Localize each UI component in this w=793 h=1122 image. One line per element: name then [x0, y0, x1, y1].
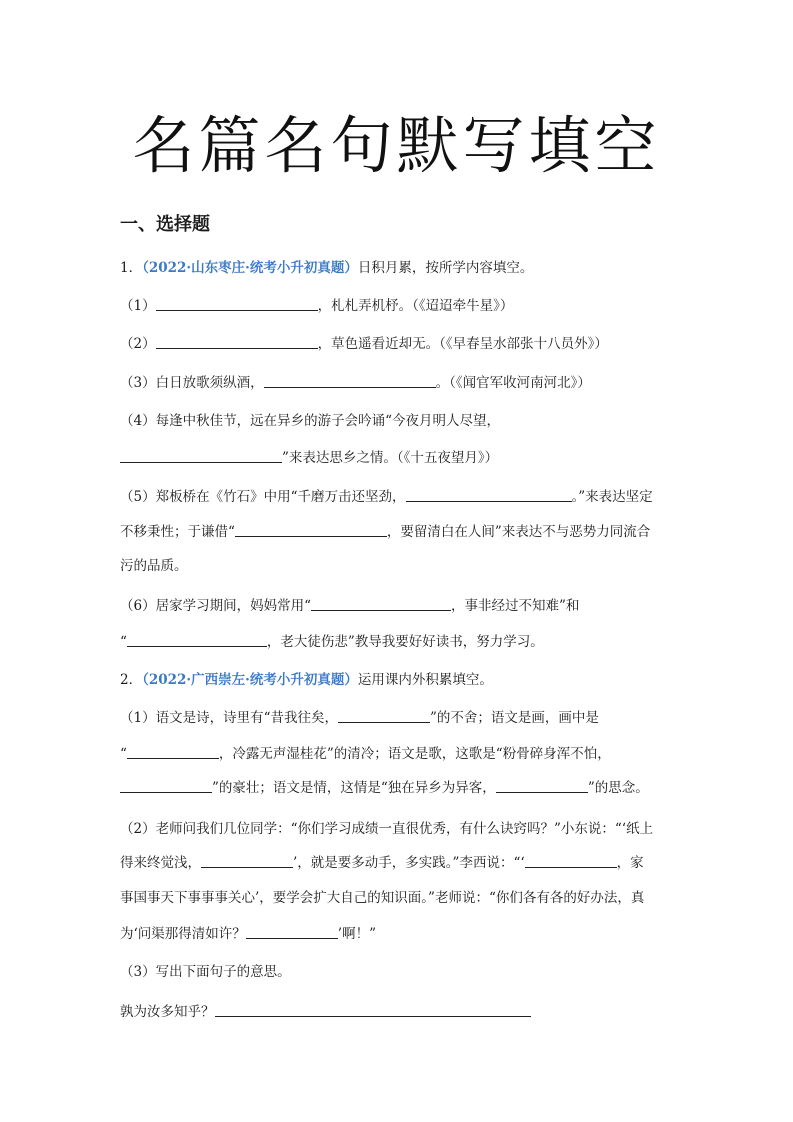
item-text: （5）郑板桥在《竹石》中用“千磨万击还坚劲， — [120, 489, 406, 505]
item-text: （1） — [120, 298, 156, 314]
item-text: 得来终觉浅， — [120, 855, 201, 871]
item-text: （2） — [120, 336, 156, 352]
question-1-item-1 — [120, 296, 513, 316]
answer-blank[interactable] — [127, 633, 267, 647]
question-1-item-5-cont — [120, 522, 650, 542]
section-heading: 一、选择题 — [120, 214, 210, 235]
question-2-line-7 — [120, 924, 376, 944]
item-text: 事国事天下事事事关心’，要学会扩大自己的知识面。”老师说：“你们各有各的好办法，真 — [120, 890, 645, 906]
answer-blank[interactable] — [496, 779, 588, 793]
answer-blank[interactable] — [215, 1003, 531, 1017]
answer-blank[interactable] — [235, 523, 387, 537]
item-text: 为‘问渠那得清如许？ — [120, 926, 246, 942]
answer-blank[interactable] — [156, 335, 318, 349]
answer-blank[interactable] — [264, 374, 436, 388]
question-2-line-6 — [120, 888, 644, 908]
item-text: （3）白日放歌须纵酒， — [120, 375, 264, 391]
question-number: 1． — [120, 260, 143, 276]
item-text: “ — [120, 746, 127, 762]
answer-blank[interactable] — [127, 745, 219, 759]
answer-blank[interactable] — [311, 597, 451, 611]
document-title: 名篇名句默写填空 — [132, 109, 661, 182]
item-text: ，草色遥看近却无。（《早春呈水部张十八员外》） — [317, 336, 608, 352]
item-text: ，要留清白在人间”来表达不与恶势力同流合 — [386, 524, 651, 540]
question-number: 2． — [120, 672, 143, 688]
item-text: （2）老师问我们几位同学：“你们学习成绩一直很优秀，有什么诀窍吗？”小东说：“‘纸上 — [120, 821, 654, 837]
question-1-item-6 — [120, 596, 579, 616]
item-text: ，事非经过不知难”和 — [451, 598, 580, 614]
question-2-line-8 — [120, 962, 291, 982]
item-text: ”来表达思乡之情。（《十五夜望月》） — [282, 450, 499, 466]
item-text: （1）语文是诗，诗里有“昔我往矣， — [120, 710, 338, 726]
question-2-line-9 — [120, 1002, 531, 1022]
question-1-item-2 — [120, 334, 608, 354]
item-text: ’，就是要多动手，多实践。”李西说：“‘ — [293, 855, 525, 871]
question-source: （2022·广西崇左·统考小升初真题） — [142, 672, 358, 688]
answer-blank[interactable] — [246, 925, 338, 939]
item-text: ’啊！” — [337, 926, 376, 942]
answer-blank[interactable] — [120, 779, 212, 793]
item-text: ，冷露无声湿桂花”的清冷；语文是歌，这歌是“粉骨碎身浑不怕， — [218, 746, 611, 762]
item-text: ，札札弄机杼。（《迢迢牵牛星》） — [317, 298, 514, 314]
item-text: “ — [120, 634, 127, 650]
question-1-item-5 — [120, 487, 653, 507]
question-source: （2022·山东枣庄·统考小升初真题） — [142, 260, 358, 276]
question-1-item-3 — [120, 373, 591, 393]
question-2-line-3 — [120, 778, 649, 798]
item-text: ”的不舍；语文是画，画中是 — [430, 710, 599, 726]
answer-blank[interactable] — [525, 854, 617, 868]
question-1-item-5-end — [120, 556, 188, 576]
question-1-item-4-cont — [120, 448, 498, 468]
question-1-header — [120, 258, 533, 278]
item-text: 。（《闻官军收河南河北》） — [435, 375, 591, 391]
question-2-line-4 — [120, 819, 653, 839]
item-text: ”的思念。 — [587, 780, 649, 796]
question-2-line-2 — [120, 744, 611, 764]
question-prompt: 运用课内外积累填空。 — [357, 672, 493, 688]
question-1-item-6-cont — [120, 632, 544, 652]
item-text: 孰为汝多知乎？ — [120, 1004, 215, 1020]
item-text: ，老大徒伤悲”教导我要好好读书，努力学习。 — [266, 634, 544, 650]
answer-blank[interactable] — [201, 854, 293, 868]
answer-blank[interactable] — [406, 488, 572, 502]
item-text: ，家 — [616, 855, 644, 871]
question-2-line-5 — [120, 853, 644, 873]
question-2-line-1 — [120, 708, 599, 728]
answer-blank[interactable] — [338, 709, 430, 723]
question-2-header — [120, 670, 493, 690]
answer-blank[interactable] — [120, 449, 282, 463]
item-text: ”的豪壮；语文是情，这情是“独在异乡为异客， — [212, 780, 496, 796]
item-text: 不移秉性；于谦借“ — [120, 524, 235, 540]
answer-blank[interactable] — [156, 297, 318, 311]
question-prompt: 日积月累，按所学内容填空。 — [357, 260, 534, 276]
item-text: （4）每逢中秋佳节，远在异乡的游子会吟诵“今夜月明人尽望， — [120, 413, 500, 429]
item-text: 污的品质。 — [120, 558, 188, 574]
item-text: 。”来表达坚定 — [571, 489, 653, 505]
question-1-item-4 — [120, 411, 500, 431]
item-text: （3）写出下面句子的意思。 — [120, 964, 291, 980]
item-text: （6）居家学习期间，妈妈常用“ — [120, 598, 311, 614]
